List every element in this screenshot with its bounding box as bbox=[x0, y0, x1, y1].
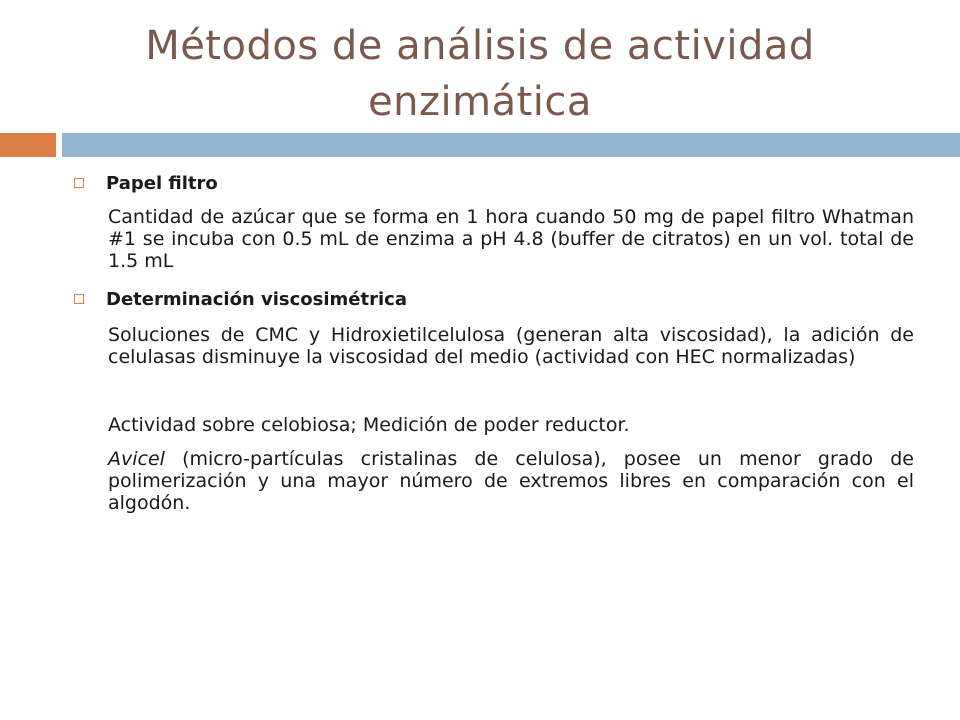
paragraph-celobiosa: Actividad sobre celobiosa; Medición de poder reductor. bbox=[108, 414, 630, 436]
bullet-viscosimetrica bbox=[74, 286, 914, 314]
slide-title-line-1: Métodos de análisis de actividad bbox=[145, 23, 815, 69]
bullet-heading-viscosimetrica: Determinación viscosimétrica bbox=[106, 289, 407, 310]
bullet-papel-filtro bbox=[74, 170, 914, 198]
slide-title bbox=[60, 18, 900, 130]
accent-bar-blue bbox=[62, 133, 960, 157]
square-bullet-icon bbox=[74, 178, 84, 188]
square-bullet-icon bbox=[74, 294, 84, 304]
paragraph-viscosimetrica: Soluciones de CMC y Hidroxietilcelulosa (generan alta viscosidad), la adición de celulasas disminuye la viscosidad del medio (actividad con HEC normalizadas) bbox=[108, 324, 914, 368]
slide-title-line-2: enzimática bbox=[368, 79, 592, 125]
slide-content bbox=[74, 170, 914, 514]
paragraph-avicel bbox=[108, 448, 914, 514]
avicel-term: Avicel bbox=[108, 448, 165, 470]
avicel-description: (micro-partículas cristalinas de celulosa), posee un menor grado de polimerización y una mayor número de extremos libres en comparación con el algodón. bbox=[108, 448, 914, 514]
bullet-heading-papel-filtro: Papel filtro bbox=[106, 173, 218, 194]
accent-bar-orange bbox=[0, 133, 56, 157]
paragraph-papel-filtro: Cantidad de azúcar que se forma en 1 hora cuando 50 mg de papel filtro Whatman #1 se incuba con 0.5 mL de enzima a pH 4.8 (buffer de citratos) en un vol. total de 1.5 mL bbox=[108, 206, 914, 272]
